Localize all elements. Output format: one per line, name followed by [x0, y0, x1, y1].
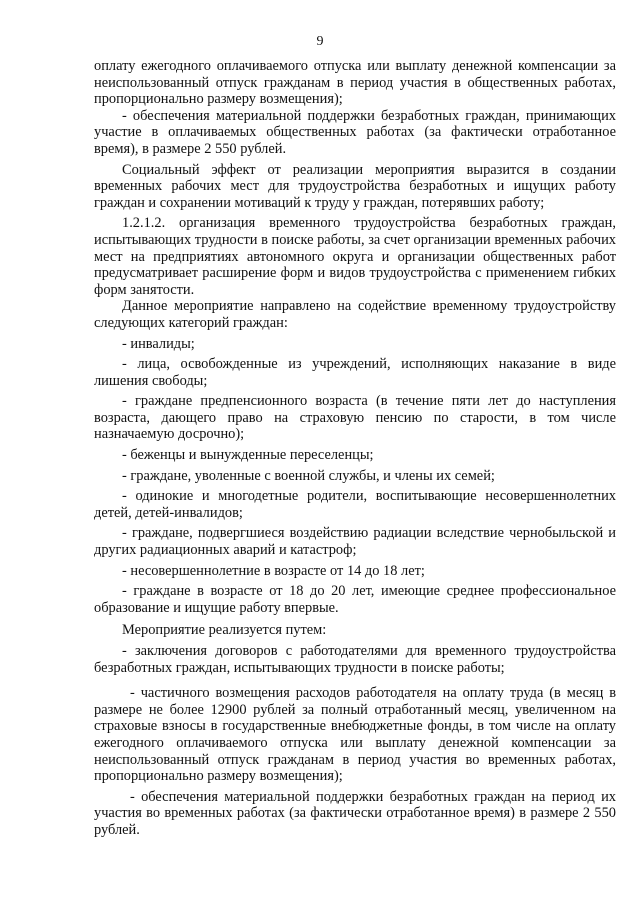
list-item-material-support: - обеспечения материальной поддержки безработных граждан, принимающих участие в оплачиваемых общественных работах (за фактически отработанное время), в размере 2 550 рублей.: [94, 107, 616, 157]
list-item-released-prisoners: - лица, освобожденные из учреждений, исполняющих наказание в виде лишения свободы;: [94, 356, 616, 389]
list-item-contracts: - заключения договоров с работодателями для временного трудоустройства безработных граждан, испытывающих трудности в поиске работы;: [94, 643, 616, 676]
list-item-radiation: - граждане, подвергшиеся воздействию радиации вследствие чернобыльской и других радиационных аварий и катастроф;: [94, 525, 616, 559]
paragraph-section-1-2-1-2: 1.2.1.2. организация временного трудоустройства безработных граждан, испытывающих трудности в поиске работы, за счет организации временных рабочих мест на предприятиях автономного округа и организации общественных работ предусматривает расширение форм и видов трудоустройства с применением гибких форм занятости.: [94, 215, 616, 298]
list-item-military: - граждане, уволенные с военной службы, и члены их семей;: [122, 467, 495, 484]
list-item-refugees: - беженцы и вынужденные переселенцы;: [122, 447, 374, 464]
list-item-pre-retirement: - граждане предпенсионного возраста (в течение пяти лет до наступления возраста, дающего право на страховую пенсию по старости, в том числе назначаемую досрочно);: [94, 393, 616, 443]
paragraph-continuation: оплату ежегодного оплачиваемого отпуска или выплату денежной компенсации за неиспользованный отпуск гражданам в период участия в общественных работах, пропорционально размеру возмещения);: [94, 58, 616, 108]
list-item-parents: - одинокие и многодетные родители, воспитывающие несовершеннолетних детей, детей-инвалидов;: [94, 488, 616, 521]
list-item-disabled: - инвалиды;: [122, 335, 195, 352]
document-body: [94, 58, 616, 839]
list-item-minors: - несовершеннолетние в возрасте от 14 до 18 лет;: [122, 562, 425, 579]
paragraph-implementation-intro: Мероприятие реализуется путем:: [122, 622, 327, 639]
paragraph-social-effect: Социальный эффект от реализации мероприятия выразится в создании временных рабочих мест для трудоустройства безработных и ищущих работу граждан и сохранении мотиваций к труду у граждан, потерявших работу;: [94, 161, 616, 211]
list-item-young-graduates: - граждане в возрасте от 18 до 20 лет, имеющие среднее профессиональное образование и ищущие работу впервые.: [94, 583, 616, 616]
page-number: 9: [316, 34, 324, 49]
list-item-material-support-period: - обеспечения материальной поддержки безработных граждан на период их участия во временных работах (за фактически отработанное время) в размере 2 550 рублей.: [94, 788, 616, 838]
paragraph-categories-intro: Данное мероприятие направлено на содействие временному трудоустройству следующих категорий граждан:: [94, 298, 616, 331]
list-item-partial-reimbursement: - частичного возмещения расходов работодателя на оплату труда (в месяц в размере не более 12900 рублей за полный отработанный месяц, увеличенном на страховые взносы в государственные внебюджетные фонды, в том числе на оплату ежегодного оплачиваемого отпуска или выплату денежной компенсации за неиспользованный отпуск гражданам в период участия во временных работах, пропорционально размеру возмещения);: [94, 685, 616, 785]
